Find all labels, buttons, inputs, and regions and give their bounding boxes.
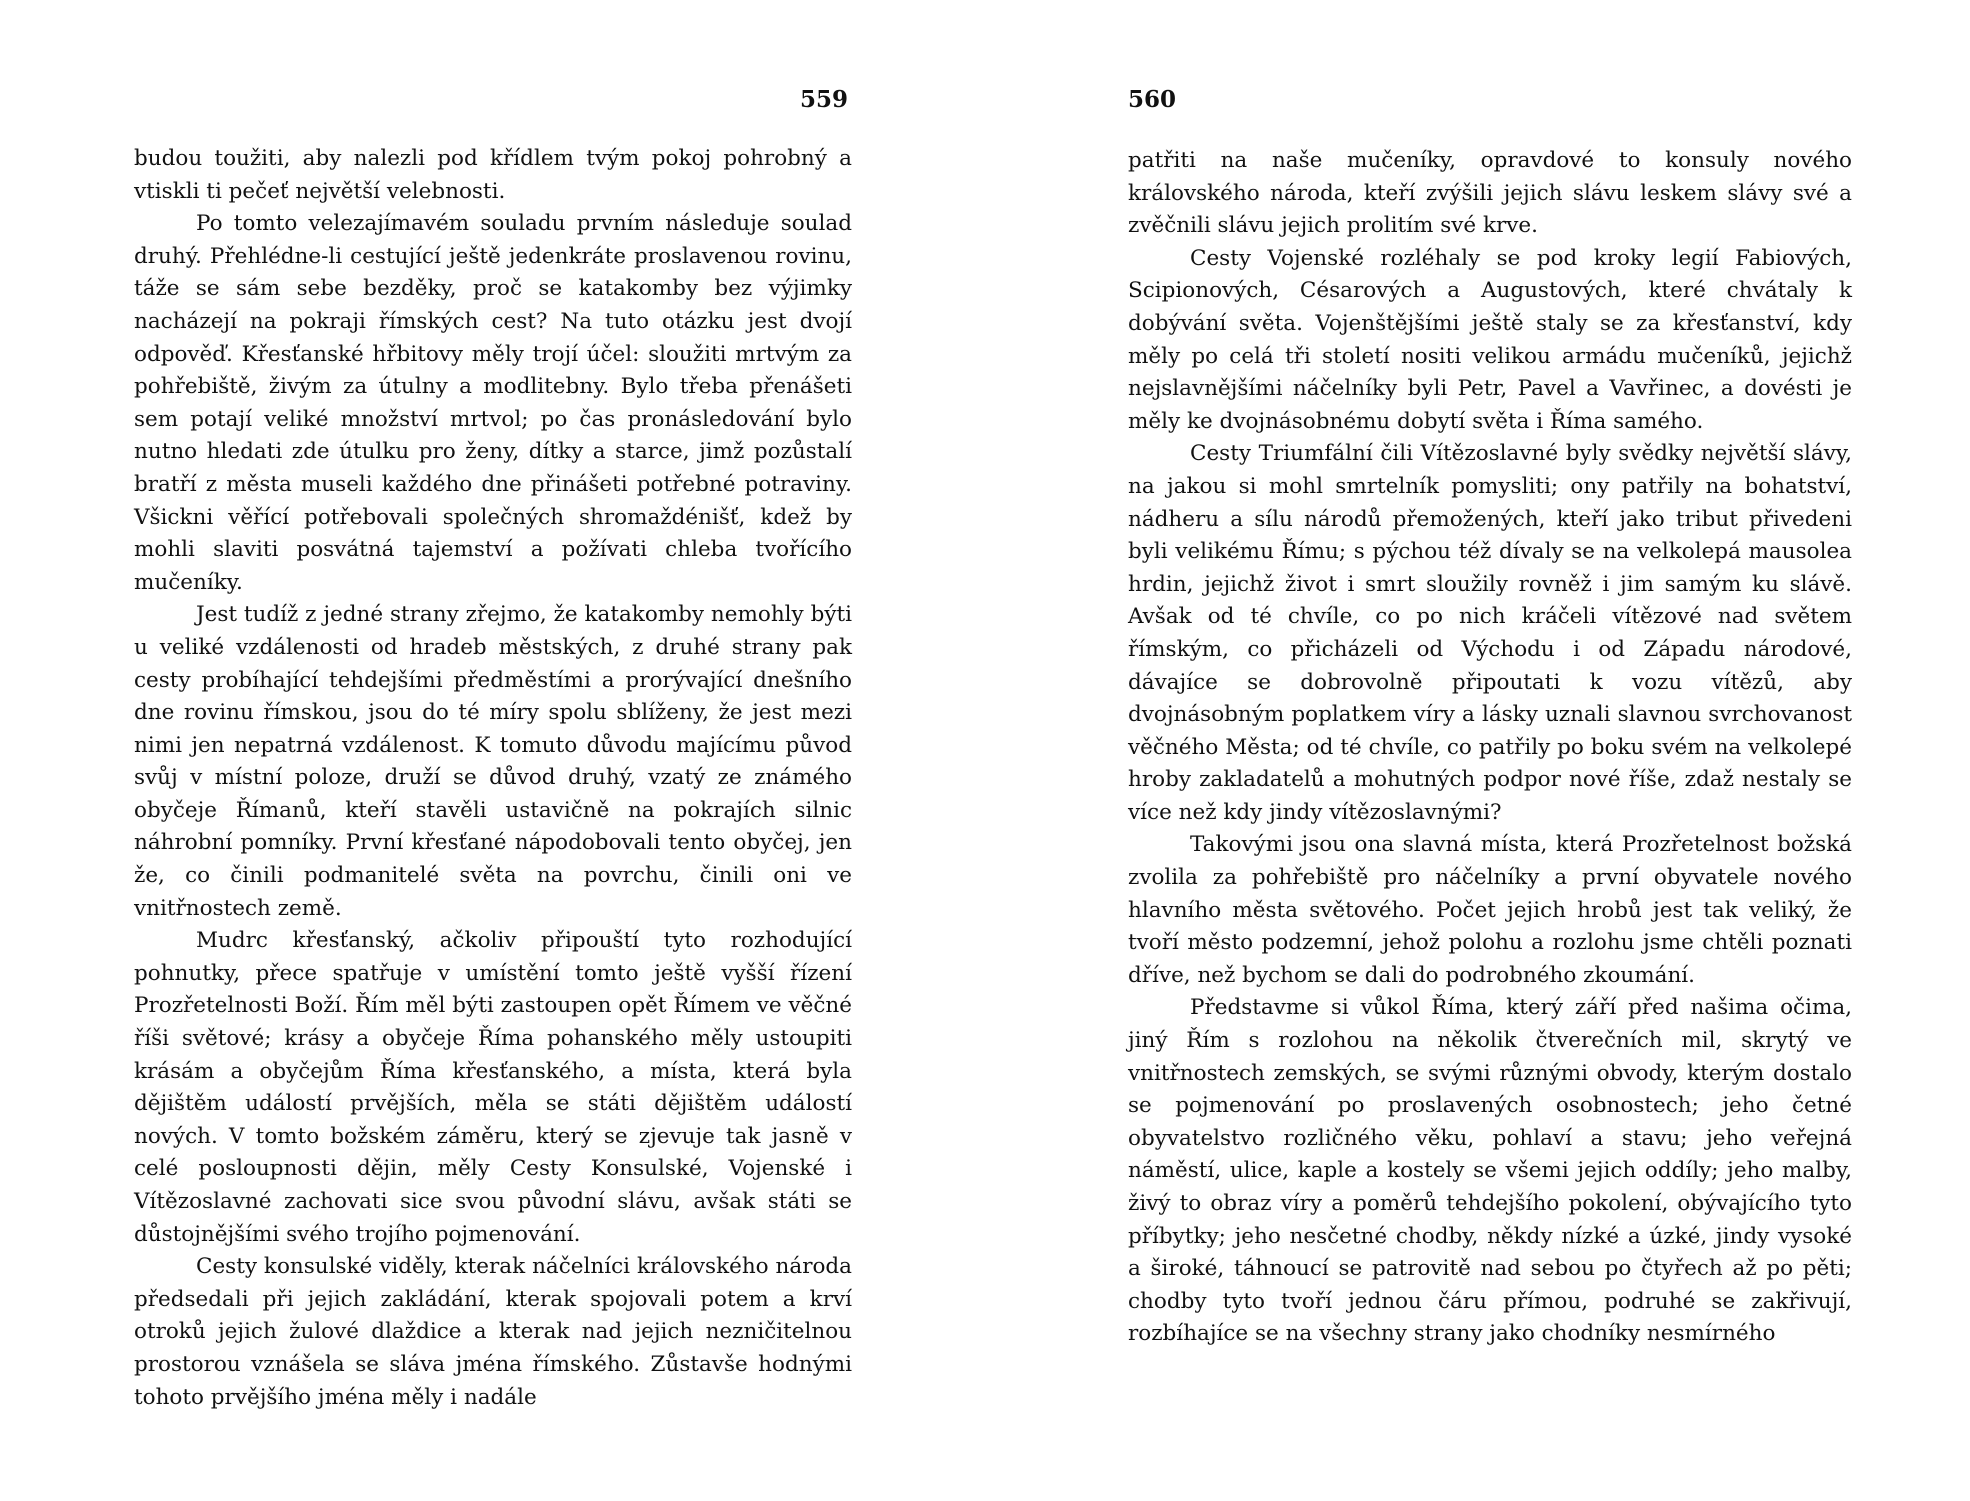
paragraph: Jest tudíž z jedné strany zřejmo, že katakomby nemohly býti u veliké vzdálenosti od hradeb městských, z druhé strany pak cesty probíhající tehdejšími předměstími a prorývající dnešního dne rovinu římskou, jsou do té míry spolu sblíženy, že jest mezi nimi jen nepatrná vzdálenost. K tomuto důvodu majícímu původ svůj v místní poloze, druží se důvod druhý, vzatý ze známého obyčeje Římanů, kteří stavěli ustavičně na pokrajích silnic náhrobní pomníky. První křesťané nápodobovali tento obyčej, jen že, co činili podmanitelé světa na povrchu, činili oni ve vnitřnostech země. bbox=[134, 602, 852, 921]
page-number: 559 bbox=[799, 86, 848, 113]
paragraph: budou toužiti, aby nalezli pod křídlem tvým pokoj pohrobný a vtiskli ti pečeť největší velebnosti. bbox=[134, 146, 852, 204]
paragraph: Cesty Vojenské rozléhaly se pod kroky legií Fabiových, Scipionových, Césarových a Augustových, které chvátaly k dobývání světa. Vojenštějšími ještě staly se za křesťanství, kdy měly po celá tři století nositi velikou armádu mučeníků, jejichž nejslavnějšími náčelníky byli Petr, Pavel a Vavřinec, a dovésti je měly ke dvojnásobnému dobytí světa i Říma samého. bbox=[1128, 245, 1852, 434]
page-body-text bbox=[134, 143, 852, 1414]
paragraph: Takovými jsou ona slavná místa, která Prozřetelnost božská zvolila za pohřebiště pro náčelníky a první obyvatele nového hlavního města světového. Počet jejich hrobů jest tak veliký, že tvoří město podzemní, jehož polohu a rozlohu jsme chtěli poznati dříve, než bychom se dali do podrobného zkoumání. bbox=[1128, 832, 1852, 988]
paragraph: Cesty konsulské viděly, kterak náčelníci královského národa předsedali při jejich zakládání, kterak spojovali potem a krví otroků jejich žulové dlaždice a kterak nad jejich nezničitelnou prostorou vznášela se sláva jména římského. Zůstavše hodnými tohoto prvějšího jména měly i nadále bbox=[134, 1254, 852, 1410]
page-body-text bbox=[1128, 145, 1852, 1351]
paragraph: Po tomto velezajímavém souladu prvním následuje soulad druhý. Přehlédne-li cestující ještě jedenkráte proslavenou rovinu, táže se sám sebe bezděky, proč se katakomby bez výjimky nacházejí na pokraji římských cest? Na tuto otázku jest dvojí odpověď. Křesťanské hřbitovy měly trojí účel: sloužiti mrtvým za pohřebiště, živým za útulny a modlitebny. Bylo třeba přenášeti sem potají veliké množství mrtvol; po čas pronásledování bylo nutno hledati zde útulku pro ženy, dítky a starce, jimž pozůstalí bratří z města museli každého dne přinášeti potřebné potraviny. Všickni věřící potřebovali společných shromaždénišť, kdež by mohli slaviti posvátná tajemství a požívati chleba tvořícího mučeníky. bbox=[134, 211, 852, 595]
right-page bbox=[1128, 0, 1852, 1501]
paragraph: patřiti na naše mučeníky, opravdové to konsuly nového královského národa, kteří zvýšili jejich slávu leskem slávy své a zvěčnili slávu jejich prolitím své krve. bbox=[1128, 148, 1852, 239]
left-page bbox=[134, 0, 852, 1501]
paragraph: Mudrc křesťanský, ačkoliv připouští tyto rozhodující pohnutky, přece spatřuje v umístění tomto ještě vyšší řízení Prozřetelnosti Boží. Řím měl býti zastoupen opět Římem ve věčné říši světové; krásy a obyčeje Říma pohanského měly ustoupiti krásám a obyčejům Říma křesťanského, a místa, která byla dějištěm událostí prvějších, měla se státi dějištěm událostí nových. V tomto božském záměru, který se zjevuje tak jasně v celé posloupnosti dějin, měly Cesty Konsulské, Vojenské i Vítězoslavné zachovati sice svou původní slávu, avšak státi se důstojnějšími svého trojího pojmenování. bbox=[134, 928, 852, 1247]
page-number: 560 bbox=[1128, 86, 1177, 113]
paragraph: Představme si vůkol Říma, který září před našima očima, jiný Řím s rozlohou na několik čtverečních mil, skrytý ve vnitřnostech zemských, se svými různými obvody, kterým dostalo se pojmenování po proslavených osobnostech; jeho četné obyvatelstvo rozličného věku, pohlaví a stavu; jeho veřejná náměstí, ulice, kaple a kostely se všemi jejich oddíly; jeho malby, živý to obraz víry a poměrů tehdejšího pokolení, obývajícího tyto příbytky; jeho nesčetné chodby, někdy nízké a úzké, jindy vysoké a široké, táhnoucí se patrovitě nad sebou po čtyřech až po pěti; chodby tyto tvoří jednou čáru přímou, podruhé se zakřivují, rozbíhajíce se na všechny strany jako chodníky nesmírného bbox=[1128, 995, 1852, 1347]
paragraph: Cesty Triumfální čili Vítězoslavné byly svědky největší slávy, na jakou si mohl smrtelník pomysliti; ony patřily na bohatství, nádheru a sílu národů přemožených, kteří jako tribut přivedeni byli velikému Římu; s pýchou též dívaly se na velkolepá mausolea hrdin, jejichž život i smrt sloužily rovněž i jim samým ku slávě. Avšak od té chvíle, co po nich kráčeli vítězové nad světem římským, co přicházeli od Východu i od Západu národové, dávajíce se dobrovolně připoutati k vozu vítězů, aby dvojnásobným poplatkem víry a lásky uznali slavnou svrchovanost věčného Města; od té chvíle, co patřily po boku svém na velkolepé hroby zakladatelů a mohutných podpor nové říše, zdaž nestaly se více než kdy jindy vítězoslavnými? bbox=[1128, 441, 1852, 825]
